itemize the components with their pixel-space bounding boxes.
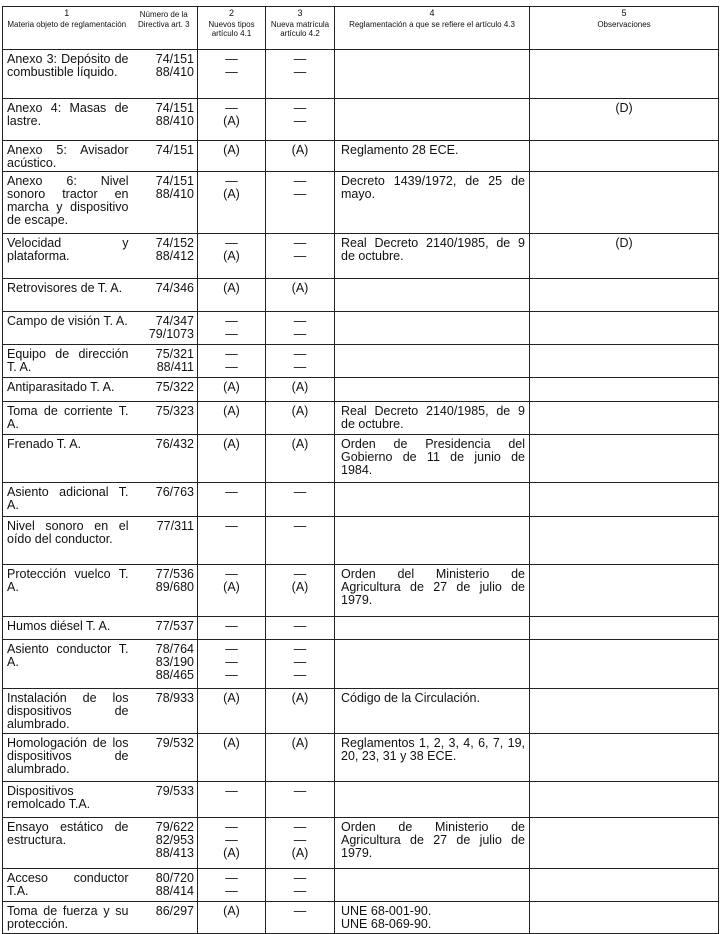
directiva-cell: [131, 345, 198, 378]
observaciones-cell: [530, 141, 719, 172]
reglamentacion-cell: Reglamento 28 ECE.: [335, 141, 530, 172]
matricula-value: —: [293, 485, 307, 499]
nuevos-value: (A): [223, 904, 240, 918]
nuevos-value: —: [225, 784, 238, 798]
header-observaciones: 5 Observaciones: [530, 7, 719, 50]
regulation-table: [2, 6, 719, 934]
observaciones-cell: [530, 172, 719, 234]
materia-cell: Humos diésel T. A.: [3, 617, 131, 640]
directivas-value: 88/414: [155, 884, 194, 898]
matricula-value: (A): [291, 437, 309, 451]
directiva-cell: [131, 869, 198, 902]
directiva-cell: [131, 617, 198, 640]
reglamentacion-cell: [335, 50, 530, 99]
nuevos-value: (A): [223, 380, 240, 394]
materia-cell: Nivel sonoro en el oído del conductor.: [3, 517, 131, 565]
nueva-matricula-cell: [266, 617, 335, 640]
nuevos-tipos-cell: [198, 565, 266, 617]
directivas-value: 88/465: [155, 668, 194, 682]
observaciones-cell: [530, 402, 719, 435]
materia-cell: Acceso conductor T.A.: [3, 869, 131, 902]
directivas-value: 77/536: [155, 567, 194, 581]
reglamentacion-cell: Orden de Presidencia del Gobierno de 11 de junio de 1984.: [335, 435, 530, 483]
nueva-matricula-cell: [266, 902, 335, 934]
reglamentacion-cell: [335, 617, 530, 640]
materia-cell: Antiparasitado T. A.: [3, 378, 131, 402]
nueva-matricula-cell: [266, 517, 335, 565]
directivas-value: 75/322: [155, 380, 194, 394]
table-row: [3, 141, 719, 172]
directivas-value: 74/347: [155, 314, 194, 328]
observaciones-cell: [530, 345, 719, 378]
directivas-value: 74/152: [155, 236, 194, 250]
directivas-value: 74/151: [155, 143, 194, 157]
nuevos-tipos-cell: [198, 402, 266, 435]
table-row: [3, 402, 719, 435]
matricula-value: —: [293, 101, 307, 115]
directiva-cell: [131, 734, 198, 782]
directivas-value: 89/680: [155, 580, 194, 594]
nueva-matricula-cell: [266, 689, 335, 734]
reglamentacion-cell: [335, 378, 530, 402]
directivas-value: 80/720: [155, 871, 194, 885]
nuevos-value: —: [225, 314, 238, 328]
directivas-value: 79/1073: [148, 327, 194, 341]
directivas-value: 86/297: [155, 904, 194, 918]
directivas-value: 74/151: [155, 174, 194, 188]
header-reglamentacion: 4 Reglamentación a que se refiere el artículo 4.3: [335, 7, 530, 50]
materia-cell: Toma de corriente T. A.: [3, 402, 131, 435]
nuevos-tipos-cell: [198, 517, 266, 565]
matricula-value: (A): [291, 404, 309, 418]
table-body: [3, 50, 719, 934]
directivas-value: 74/151: [155, 101, 194, 115]
matricula-value: —: [293, 174, 307, 188]
nuevos-tipos-cell: [198, 312, 266, 345]
nuevos-value: —: [225, 833, 238, 847]
materia-cell: Anexo 3: Depósito de combustible líquido.: [3, 50, 131, 99]
directivas-value: 74/151: [155, 52, 194, 66]
observaciones-cell: (D): [530, 99, 719, 141]
materia-cell: Equipo de dirección T. A.: [3, 345, 131, 378]
nueva-matricula-cell: [266, 234, 335, 279]
directivas-value: 88/411: [156, 360, 194, 374]
reglamentacion-cell: [335, 517, 530, 565]
reglamentacion-cell: Orden de Ministerio de Agricultura de 27 de julio de 1979.: [335, 818, 530, 869]
matricula-value: —: [293, 567, 307, 581]
nueva-matricula-cell: [266, 99, 335, 141]
nueva-matricula-cell: [266, 640, 335, 689]
observaciones-cell: [530, 734, 719, 782]
directiva-cell: [131, 818, 198, 869]
directivas-value: 82/953: [155, 833, 194, 847]
directivas-value: 76/763: [155, 485, 194, 499]
table-row: [3, 435, 719, 483]
matricula-value: (A): [291, 281, 309, 295]
directiva-cell: [131, 378, 198, 402]
materia-cell: Instalación de los dispositivos de alumbrado.: [3, 689, 131, 734]
materia-cell: Frenado T. A.: [3, 435, 131, 483]
matricula-value: —: [293, 619, 307, 633]
matricula-value: —: [293, 668, 307, 682]
directivas-value: 75/321: [155, 347, 194, 361]
header-nueva-matricula: 3 Nueva matrícula artículo 4.2: [266, 7, 335, 50]
nuevos-tipos-cell: [198, 141, 266, 172]
observaciones-cell: [530, 869, 719, 902]
nuevos-value: —: [225, 65, 238, 79]
directiva-cell: [131, 435, 198, 483]
nueva-matricula-cell: [266, 435, 335, 483]
directivas-value: 74/346: [155, 281, 194, 295]
nuevos-tipos-cell: [198, 617, 266, 640]
directivas-value: 79/533: [155, 784, 194, 798]
reglamentacion-cell: [335, 345, 530, 378]
nueva-matricula-cell: [266, 869, 335, 902]
nuevos-value: —: [225, 101, 238, 115]
matricula-value: —: [293, 519, 307, 533]
table-row: [3, 99, 719, 141]
matricula-value: —: [293, 347, 307, 361]
reglamentacion-cell: [335, 483, 530, 517]
observaciones-cell: [530, 818, 719, 869]
observaciones-cell: [530, 517, 719, 565]
directiva-cell: [131, 50, 198, 99]
materia-cell: Anexo 5: Avisador acústico.: [3, 141, 131, 172]
observaciones-cell: [530, 312, 719, 345]
reglamentacion-cell: [335, 782, 530, 818]
reglamentacion-cell: Real Decreto 2140/1985, de 9 de octubre.: [335, 402, 530, 435]
nuevos-value: —: [225, 347, 238, 361]
observaciones-cell: [530, 617, 719, 640]
directiva-cell: [131, 234, 198, 279]
matricula-value: —: [293, 871, 307, 885]
nuevos-tipos-cell: [198, 345, 266, 378]
directiva-cell: [131, 689, 198, 734]
matricula-value: —: [293, 236, 307, 250]
nuevos-value: (A): [223, 580, 240, 594]
nueva-matricula-cell: [266, 782, 335, 818]
nuevos-value: (A): [223, 281, 240, 295]
materia-cell: Homologación de los dispositivos de alumbrado.: [3, 734, 131, 782]
directivas-value: 79/532: [155, 736, 194, 750]
matricula-value: (A): [291, 846, 309, 860]
observaciones-cell: [530, 782, 719, 818]
matricula-value: —: [293, 784, 307, 798]
directiva-cell: [131, 172, 198, 234]
matricula-value: —: [293, 249, 307, 263]
directivas-value: 77/537: [155, 619, 194, 633]
table-row: [3, 869, 719, 902]
materia-cell: Retrovisores de T. A.: [3, 279, 131, 312]
table-row: [3, 617, 719, 640]
directivas-value: 79/622: [155, 820, 194, 834]
nuevos-value: —: [225, 655, 238, 669]
nuevos-value: —: [225, 820, 238, 834]
observaciones-cell: [530, 689, 719, 734]
matricula-value: —: [293, 360, 307, 374]
nuevos-tipos-cell: [198, 234, 266, 279]
directiva-cell: [131, 902, 198, 934]
table-row: [3, 234, 719, 279]
directiva-cell: [131, 312, 198, 345]
reglamentacion-cell: UNE 68-001-90. UNE 68-069-90.: [335, 902, 530, 934]
materia-cell: Ensayo estático de estructura.: [3, 818, 131, 869]
nuevos-tipos-cell: [198, 483, 266, 517]
nueva-matricula-cell: [266, 279, 335, 312]
matricula-value: —: [293, 65, 307, 79]
nuevos-tipos-cell: [198, 640, 266, 689]
nuevos-tipos-cell: [198, 734, 266, 782]
nueva-matricula-cell: [266, 565, 335, 617]
nuevos-value: (A): [223, 143, 240, 157]
nuevos-value: (A): [223, 404, 240, 418]
directiva-cell: [131, 483, 198, 517]
nueva-matricula-cell: [266, 818, 335, 869]
reglamentacion-cell: [335, 640, 530, 689]
table-row: [3, 378, 719, 402]
observaciones-cell: [530, 902, 719, 934]
observaciones-cell: [530, 640, 719, 689]
nueva-matricula-cell: [266, 141, 335, 172]
table-row: [3, 517, 719, 565]
observaciones-cell: [530, 565, 719, 617]
matricula-value: (A): [291, 380, 309, 394]
reglamentacion-cell: Real Decreto 2140/1985, de 9 de octubre.: [335, 234, 530, 279]
nuevos-value: —: [225, 485, 238, 499]
matricula-value: (A): [291, 736, 309, 750]
nuevos-value: (A): [223, 736, 240, 750]
nuevos-tipos-cell: [198, 378, 266, 402]
materia-cell: Velocidad y plataforma.: [3, 234, 131, 279]
table-header-row: [3, 7, 719, 50]
nueva-matricula-cell: [266, 50, 335, 99]
nuevos-value: (A): [223, 691, 240, 705]
nuevos-value: —: [225, 174, 238, 188]
table-row: [3, 818, 719, 869]
nuevos-tipos-cell: [198, 50, 266, 99]
table-row: [3, 689, 719, 734]
matricula-value: —: [293, 114, 307, 128]
matricula-value: —: [293, 52, 307, 66]
materia-cell: Asiento conductor T. A.: [3, 640, 131, 689]
materia-cell: Anexo 4: Masas de lastre.: [3, 99, 131, 141]
materia-cell: Asiento adicional T. A.: [3, 483, 131, 517]
materia-cell: Toma de fuerza y su protección.: [3, 902, 131, 934]
nuevos-value: —: [225, 567, 238, 581]
nueva-matricula-cell: [266, 483, 335, 517]
matricula-value: —: [293, 314, 307, 328]
table-row: [3, 172, 719, 234]
header-directiva: Número de la Directiva art. 3: [131, 7, 198, 50]
table-row: [3, 782, 719, 818]
directivas-value: 77/311: [156, 519, 194, 533]
table-row: [3, 345, 719, 378]
nueva-matricula-cell: [266, 312, 335, 345]
header-nuevos-tipos: 2 Nuevos tipos artículo 4.1: [198, 7, 266, 50]
directiva-cell: [131, 640, 198, 689]
nuevos-value: —: [225, 668, 238, 682]
reglamentacion-cell: [335, 312, 530, 345]
matricula-value: (A): [291, 691, 309, 705]
nuevos-tipos-cell: [198, 818, 266, 869]
directivas-value: 88/410: [155, 65, 194, 79]
nuevos-value: —: [225, 619, 238, 633]
nuevos-value: (A): [223, 249, 240, 263]
nuevos-tipos-cell: [198, 172, 266, 234]
nuevos-value: (A): [223, 846, 240, 860]
directivas-value: 88/412: [155, 249, 194, 263]
observaciones-cell: [530, 50, 719, 99]
nuevos-tipos-cell: [198, 689, 266, 734]
matricula-value: (A): [291, 143, 309, 157]
table-row: [3, 279, 719, 312]
nuevos-tipos-cell: [198, 435, 266, 483]
directiva-cell: [131, 99, 198, 141]
matricula-value: —: [293, 904, 307, 918]
nueva-matricula-cell: [266, 345, 335, 378]
nuevos-value: —: [225, 884, 238, 898]
nuevos-tipos-cell: [198, 902, 266, 934]
reglamentacion-cell: Decreto 1439/1972, de 25 de mayo.: [335, 172, 530, 234]
table-row: [3, 50, 719, 99]
directivas-value: 88/413: [155, 846, 194, 860]
matricula-value: —: [293, 820, 307, 834]
table-row: [3, 565, 719, 617]
directiva-cell: [131, 141, 198, 172]
nuevos-tipos-cell: [198, 279, 266, 312]
matricula-value: —: [293, 642, 307, 656]
directivas-value: 76/432: [155, 437, 194, 451]
directivas-value: 75/323: [155, 404, 194, 418]
directivas-value: 78/764: [155, 642, 194, 656]
nuevos-value: (A): [223, 187, 240, 201]
directiva-cell: [131, 517, 198, 565]
nuevos-value: (A): [223, 114, 240, 128]
nueva-matricula-cell: [266, 734, 335, 782]
reglamentacion-cell: [335, 99, 530, 141]
reglamentacion-cell: Reglamentos 1, 2, 3, 4, 6, 7, 19, 20, 23, 31 y 38 ECE.: [335, 734, 530, 782]
matricula-value: —: [293, 187, 307, 201]
nueva-matricula-cell: [266, 378, 335, 402]
directivas-value: 83/190: [155, 655, 194, 669]
observaciones-cell: [530, 435, 719, 483]
materia-cell: Campo de visión T. A.: [3, 312, 131, 345]
nuevos-value: —: [225, 236, 238, 250]
matricula-value: —: [293, 833, 307, 847]
reglamentacion-cell: [335, 869, 530, 902]
directiva-cell: [131, 565, 198, 617]
matricula-value: —: [293, 884, 307, 898]
table-row: [3, 640, 719, 689]
materia-cell: Dispositivos remolcado T.A.: [3, 782, 131, 818]
matricula-value: —: [293, 327, 307, 341]
header-materia: 1 Materia objeto de reglamentación: [3, 7, 131, 50]
materia-cell: Protección vuelco T. A.: [3, 565, 131, 617]
table-row: [3, 734, 719, 782]
table-row: [3, 483, 719, 517]
directiva-cell: [131, 279, 198, 312]
nuevos-value: —: [225, 360, 238, 374]
nuevos-tipos-cell: [198, 869, 266, 902]
nuevos-value: —: [225, 519, 238, 533]
table-row: [3, 902, 719, 934]
nuevos-value: (A): [223, 437, 240, 451]
matricula-value: (A): [291, 580, 309, 594]
nueva-matricula-cell: [266, 402, 335, 435]
nuevos-value: —: [225, 642, 238, 656]
nuevos-tipos-cell: [198, 99, 266, 141]
materia-cell: Anexo 6: Nivel sonoro tractor en marcha y dispositivo de escape.: [3, 172, 131, 234]
observaciones-cell: [530, 378, 719, 402]
directiva-cell: [131, 782, 198, 818]
nuevos-tipos-cell: [198, 782, 266, 818]
directiva-cell: [131, 402, 198, 435]
observaciones-cell: [530, 279, 719, 312]
nuevos-value: —: [225, 327, 238, 341]
nuevos-value: —: [225, 871, 238, 885]
reglamentacion-cell: [335, 279, 530, 312]
reglamentacion-cell: Código de la Circulación.: [335, 689, 530, 734]
reglamentacion-cell: Orden del Ministerio de Agricultura de 27 de julio de 1979.: [335, 565, 530, 617]
directivas-value: 88/410: [155, 187, 194, 201]
observaciones-cell: [530, 483, 719, 517]
directivas-value: 78/933: [155, 691, 194, 705]
observaciones-cell: (D): [530, 234, 719, 279]
matricula-value: —: [293, 655, 307, 669]
directivas-value: 88/410: [155, 114, 194, 128]
nuevos-value: —: [225, 52, 238, 66]
nueva-matricula-cell: [266, 172, 335, 234]
table-row: [3, 312, 719, 345]
